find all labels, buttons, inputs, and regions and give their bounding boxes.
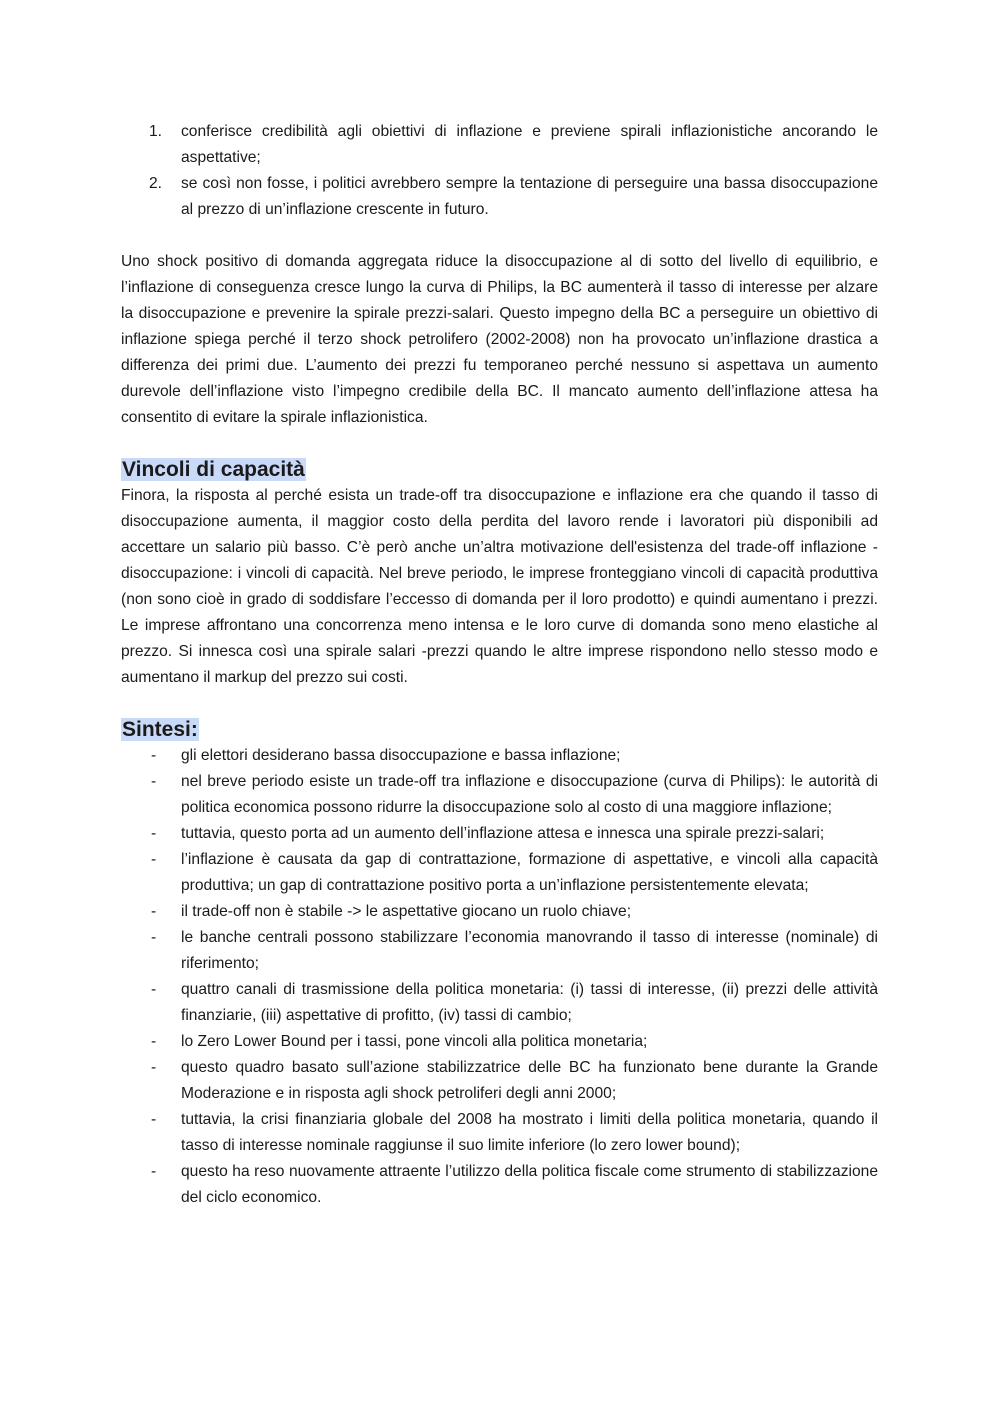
list-marker: -: [151, 1033, 157, 1050]
list-item: [121, 1159, 878, 1211]
list-item: [121, 769, 878, 821]
summary-list: [121, 743, 878, 1211]
list-item-text: gli elettori desiderano bassa disoccupazione e bassa inflazione;: [181, 747, 621, 764]
list-item: [121, 119, 878, 171]
list-marker: -: [151, 981, 157, 998]
list-item-text: nel breve periodo esiste un trade-off tra inflazione e disoccupazione (curva di Philips): le autorità di politica economica possono ridurre la disoccupazione solo al costo di una maggiore inflazione;: [181, 773, 878, 816]
list-marker: -: [151, 1163, 157, 1180]
list-item-text: lo Zero Lower Bound per i tassi, pone vincoli alla politica monetaria;: [181, 1033, 648, 1050]
list-item-text: tuttavia, questo porta ad un aumento dell’inflazione attesa e innesca una spirale prezzi-salari;: [181, 825, 825, 842]
paragraph-shock: Uno shock positivo di domanda aggregata riduce la disoccupazione al di sotto del livello di equilibrio, e l’inflazione di conseguenza cresce lungo la curva di Philips, la BC aumenterà il tasso di interesse per alzare la disoccupazione e prevenire la spirale prezzi-salari. Questo impegno della BC a perseguire un obiettivo di inflazione spiega perché il terzo shock petrolifero (2002-2008) non ha provocato un’inflazione drastica a differenza dei primi due. L’aumento dei prezzi fu temporaneo perché nessuno si aspettava un aumento durevole dell’inflazione visto l’impegno credibile della BC. Il mancato aumento dell’inflazione attesa ha consentito di evitare la spirale inflazionistica.: [121, 253, 878, 426]
list-marker: -: [151, 747, 157, 764]
heading-text: Vincoli di capacità: [122, 458, 305, 481]
list-item: [121, 977, 878, 1029]
list-item: [121, 1107, 878, 1159]
list-marker: -: [151, 903, 157, 920]
list-item-text: se così non fosse, i politici avrebbero sempre la tentazione di perseguire una bassa disoccupazione al prezzo di un’inflazione crescente in futuro.: [181, 175, 878, 218]
list-marker: 2.: [149, 175, 163, 192]
paragraph-vincoli: Finora, la risposta al perché esista un trade-off tra disoccupazione e inflazione era che quando il tasso di disoccupazione aumenta, il maggior costo della perdita del lavoro rende i lavoratori più disponibili ad accettare un salario più basso. C’è però anche un’altra motivazione dell'esistenza del trade-off inflazione - disoccupazione: i vincoli di capacità. Nel breve periodo, le imprese fronteggiano vincoli di capacità produttiva (non sono cioè in grado di soddisfare l’eccesso di domanda per il loro prodotto) e quindi aumentano i prezzi. Le imprese affrontano una concorrenza meno intensa e le loro curve di domanda sono meno elastiche al prezzo. Si innesca così una spirale salari -prezzi quando le altre imprese rispondono nello stesso modo e aumentano il markup del prezzo sui costi.: [121, 487, 878, 686]
list-marker: -: [151, 929, 157, 946]
list-item: [121, 925, 878, 977]
list-item-text: questo quadro basato sull’azione stabilizzatrice delle BC ha funzionato bene durante la Grande Moderazione e in risposta agli shock petroliferi degli anni 2000;: [181, 1059, 878, 1102]
numbered-list: [121, 119, 878, 223]
list-item: [121, 899, 878, 925]
list-marker: -: [151, 825, 157, 842]
list-item: [121, 1055, 878, 1107]
list-marker: -: [151, 1059, 157, 1076]
list-marker: -: [151, 1111, 157, 1128]
list-item: [121, 1029, 878, 1055]
list-item: [121, 847, 878, 899]
list-item-text: tuttavia, la crisi finanziaria globale del 2008 ha mostrato i limiti della politica monetaria, quando il tasso di interesse nominale raggiunse il suo limite inferiore (lo zero lower bound);: [181, 1111, 878, 1154]
section-heading-sintesi: [121, 717, 878, 743]
list-item: [121, 743, 878, 769]
list-item-text: l’inflazione è causata da gap di contrattazione, formazione di aspettative, e vincoli alla capacità produttiva; un gap di contrattazione positivo porta a un’inflazione persistentemente elevata;: [181, 851, 878, 894]
list-item-text: conferisce credibilità agli obiettivi di inflazione e previene spirali inflazionistiche ancorando le aspettative;: [181, 123, 878, 166]
list-item-text: le banche centrali possono stabilizzare l’economia manovrando il tasso di interesse (nominale) di riferimento;: [181, 929, 878, 972]
list-marker: -: [151, 773, 157, 790]
list-marker: -: [151, 851, 157, 868]
list-item-text: questo ha reso nuovamente attraente l’utilizzo della politica fiscale come strumento di stabilizzazione del ciclo economico.: [181, 1163, 878, 1206]
section-heading-vincoli: [121, 457, 878, 483]
list-item-text: quattro canali di trasmissione della politica monetaria: (i) tassi di interesse, (ii) prezzi delle attività finanziarie, (iii) aspettative di profitto, (iv) tassi di cambio;: [181, 981, 878, 1024]
document-page: [121, 119, 878, 1211]
list-item: [121, 821, 878, 847]
list-item-text: il trade-off non è stabile -> le aspettative giocano un ruolo chiave;: [181, 903, 632, 920]
list-item: [121, 171, 878, 223]
list-marker: 1.: [149, 123, 163, 140]
heading-text: Sintesi:: [122, 718, 198, 741]
